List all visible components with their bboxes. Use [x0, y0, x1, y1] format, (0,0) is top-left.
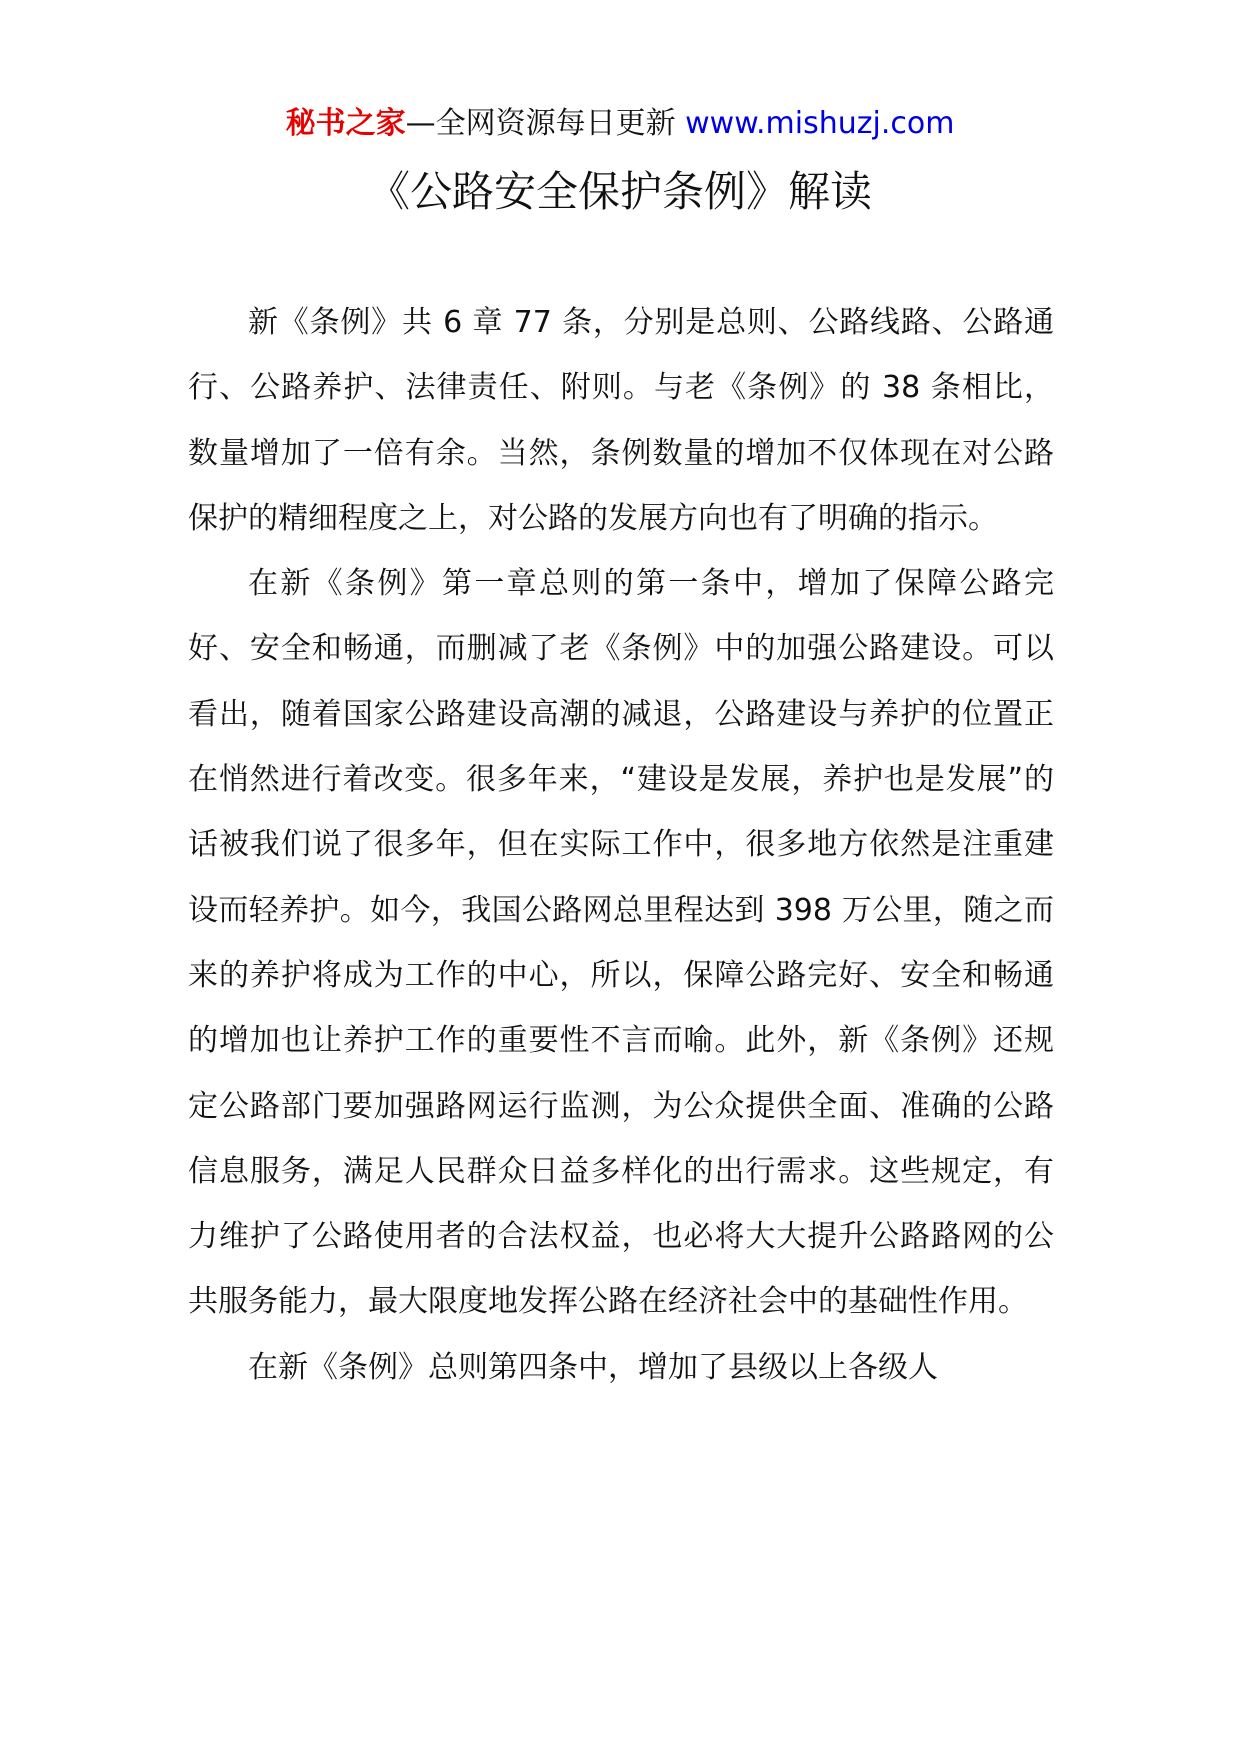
paragraph-2: 在新《条例》第一章总则的第一条中，增加了保障公路完好、安全和畅通，而删减了老《条例》中的加强公路建设。可以看出，随着国家公路建设高潮的减退，公路建设与养护的位置正在悄然进行着改变。很多年来，“建设是发展，养护也是发展”的话被我们说了很多年，但在实际工作中，很多地方依然是注重建设而轻养护。如今，我国公路网总里程达到 398 万公里，随之而来的养护将成为工作的中心，所以，保障公路完好、安全和畅通的增加也让养护工作的重要性不言而喻。此外，新《条例》还规定公路部门要加强路网运行监测，为公众提供全面、准确的公路信息服务，满足人民群众日益多样化的出行需求。这些规定，有力维护了公路使用者的合法权益，也必将大大提升公路路网的公共服务能力，最大限度地发挥公路在经济社会中的基础性作用。 [188, 566, 1054, 1320]
brand-name: 秘书之家 [285, 106, 406, 141]
site-header [0, 102, 1240, 146]
document-title: 《公路安全保护条例》解读 [367, 167, 872, 216]
document-body [188, 290, 1054, 1400]
site-url-link[interactable]: www.mishuzj.com [685, 106, 955, 141]
paragraph-1: 新《条例》共 6 章 77 条，分别是总则、公路线路、公路通行、公路养护、法律责任、附则。与老《条例》的 38 条相比，数量增加了一倍有余。当然，条例数量的增加不仅体现在对公路保护的精细程度之上，对公路的发展方向也有了明确的指示。 [188, 305, 1054, 536]
paragraph-3: 在新《条例》总则第四条中，增加了县级以上各级人 [248, 1349, 938, 1385]
site-tagline: —全网资源每日更新 [405, 106, 676, 141]
